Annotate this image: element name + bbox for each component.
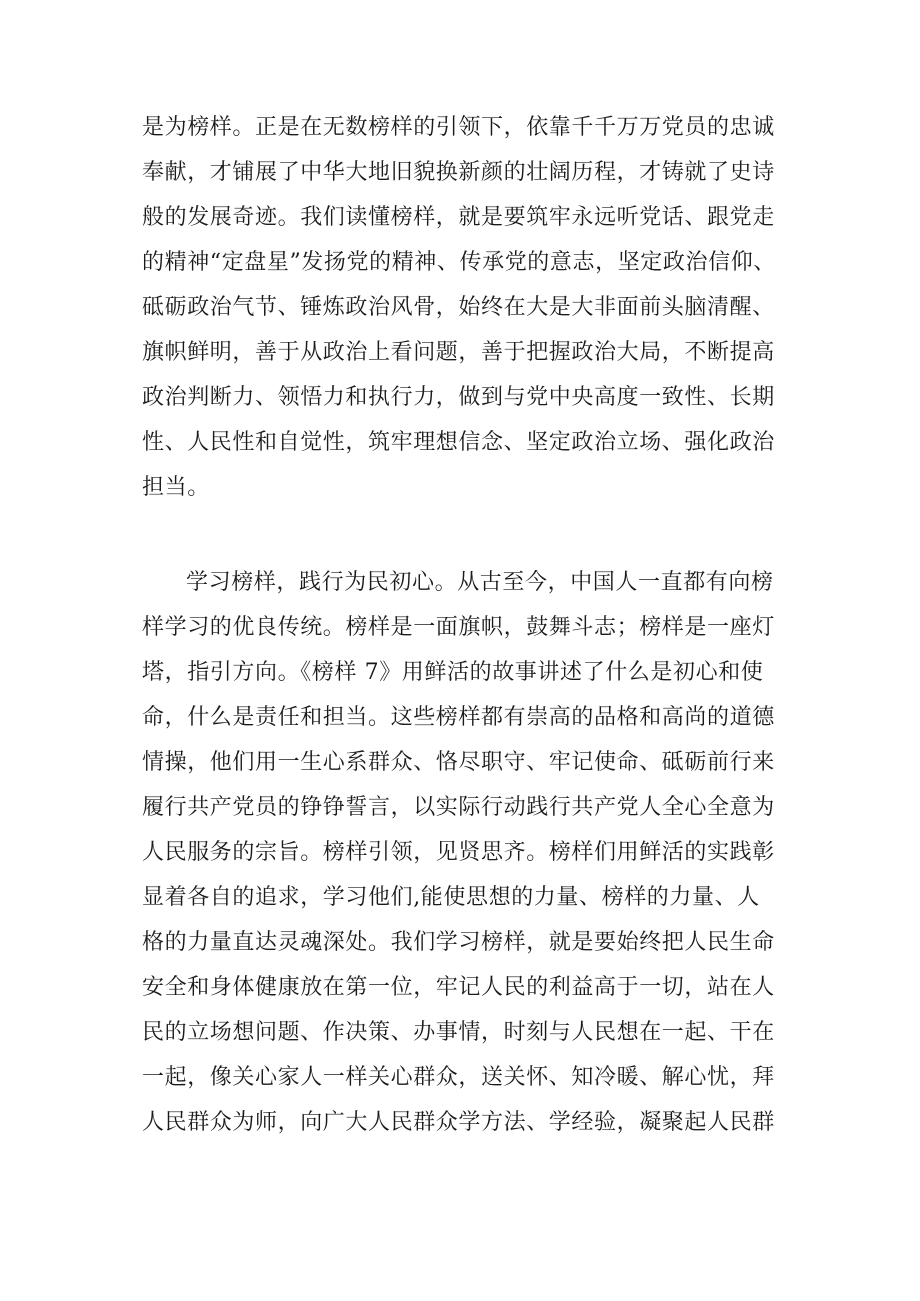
paragraph-first-line: 学习榜样，践行为民初心。从古至今，中国人一直都有向榜: [186, 570, 774, 595]
paragraph-line: 履行共产党员的铮铮誓言，以实际行动践行共产党人全心全意为: [142, 795, 775, 820]
paragraph-line: 是为榜样。正是在无数榜样的引领下，依靠千千万万党员的忠诚: [142, 115, 775, 140]
paragraph-line: 民的立场想问题、作决策、办事情，时刻与人民想在一起、干在: [142, 1020, 775, 1045]
paragraph-line: 样学习的优良传统。榜样是一面旗帜，鼓舞斗志；榜样是一座灯: [142, 615, 775, 640]
paragraph-line: 人民群众为师，向广大人民群众学方法、学经验，凝聚起人民群: [142, 1110, 775, 1135]
paragraph-line: 情操，他们用一生心系群众、恪尽职守、牢记使命、砥砺前行来: [142, 750, 775, 775]
paragraph-line: 政治判断力、领悟力和执行力，做到与党中央高度一致性、长期: [142, 385, 775, 410]
paragraph-line: 人民服务的宗旨。榜样引领，见贤思齐。榜样们用鲜活的实践彰: [142, 840, 775, 865]
paragraph-line: 性、人民性和自觉性，筑牢理想信念、坚定政治立场、强化政治: [142, 430, 775, 455]
paragraph-line: 砥砺政治气节、锤炼政治风骨，始终在大是大非面前头脑清醒、: [142, 295, 775, 320]
paragraph-line: 命，什么是责任和担当。这些榜样都有崇高的品格和高尚的道德: [142, 705, 775, 730]
paragraph-2: [142, 560, 802, 1145]
paragraph-line: 担当。: [142, 475, 210, 500]
paragraph-line: 安全和身体健康放在第一位，牢记人民的利益高于一切，站在人: [142, 975, 775, 1000]
paragraph-1: [142, 105, 802, 510]
paragraph-line: 般的发展奇迹。我们读懂榜样，就是要筑牢永远听党话、跟党走: [142, 205, 775, 230]
paragraph-line: 格的力量直达灵魂深处。我们学习榜样，就是要始终把人民生命: [142, 930, 775, 955]
paragraph-line: 显着各自的追求，学习他们,能使思想的力量、榜样的力量、人: [142, 885, 760, 910]
paragraph-line: 的精神“定盘星”发扬党的精神、传承党的意志，坚定政治信仰、: [142, 250, 776, 275]
paragraph-line: 塔，指引方向。《榜样 7》用鲜活的故事讲述了什么是初心和使: [142, 660, 764, 685]
paragraph-line: 旗帜鲜明，善于从政治上看问题，善于把握政治大局，不断提高: [142, 340, 775, 365]
paragraph-line: 奉献，才铺展了中华大地旧貌换新颜的壮阔历程，才铸就了史诗: [142, 160, 775, 185]
paragraph-line: 一起，像关心家人一样关心群众，送关怀、知冷暖、解心忧，拜: [142, 1065, 775, 1090]
